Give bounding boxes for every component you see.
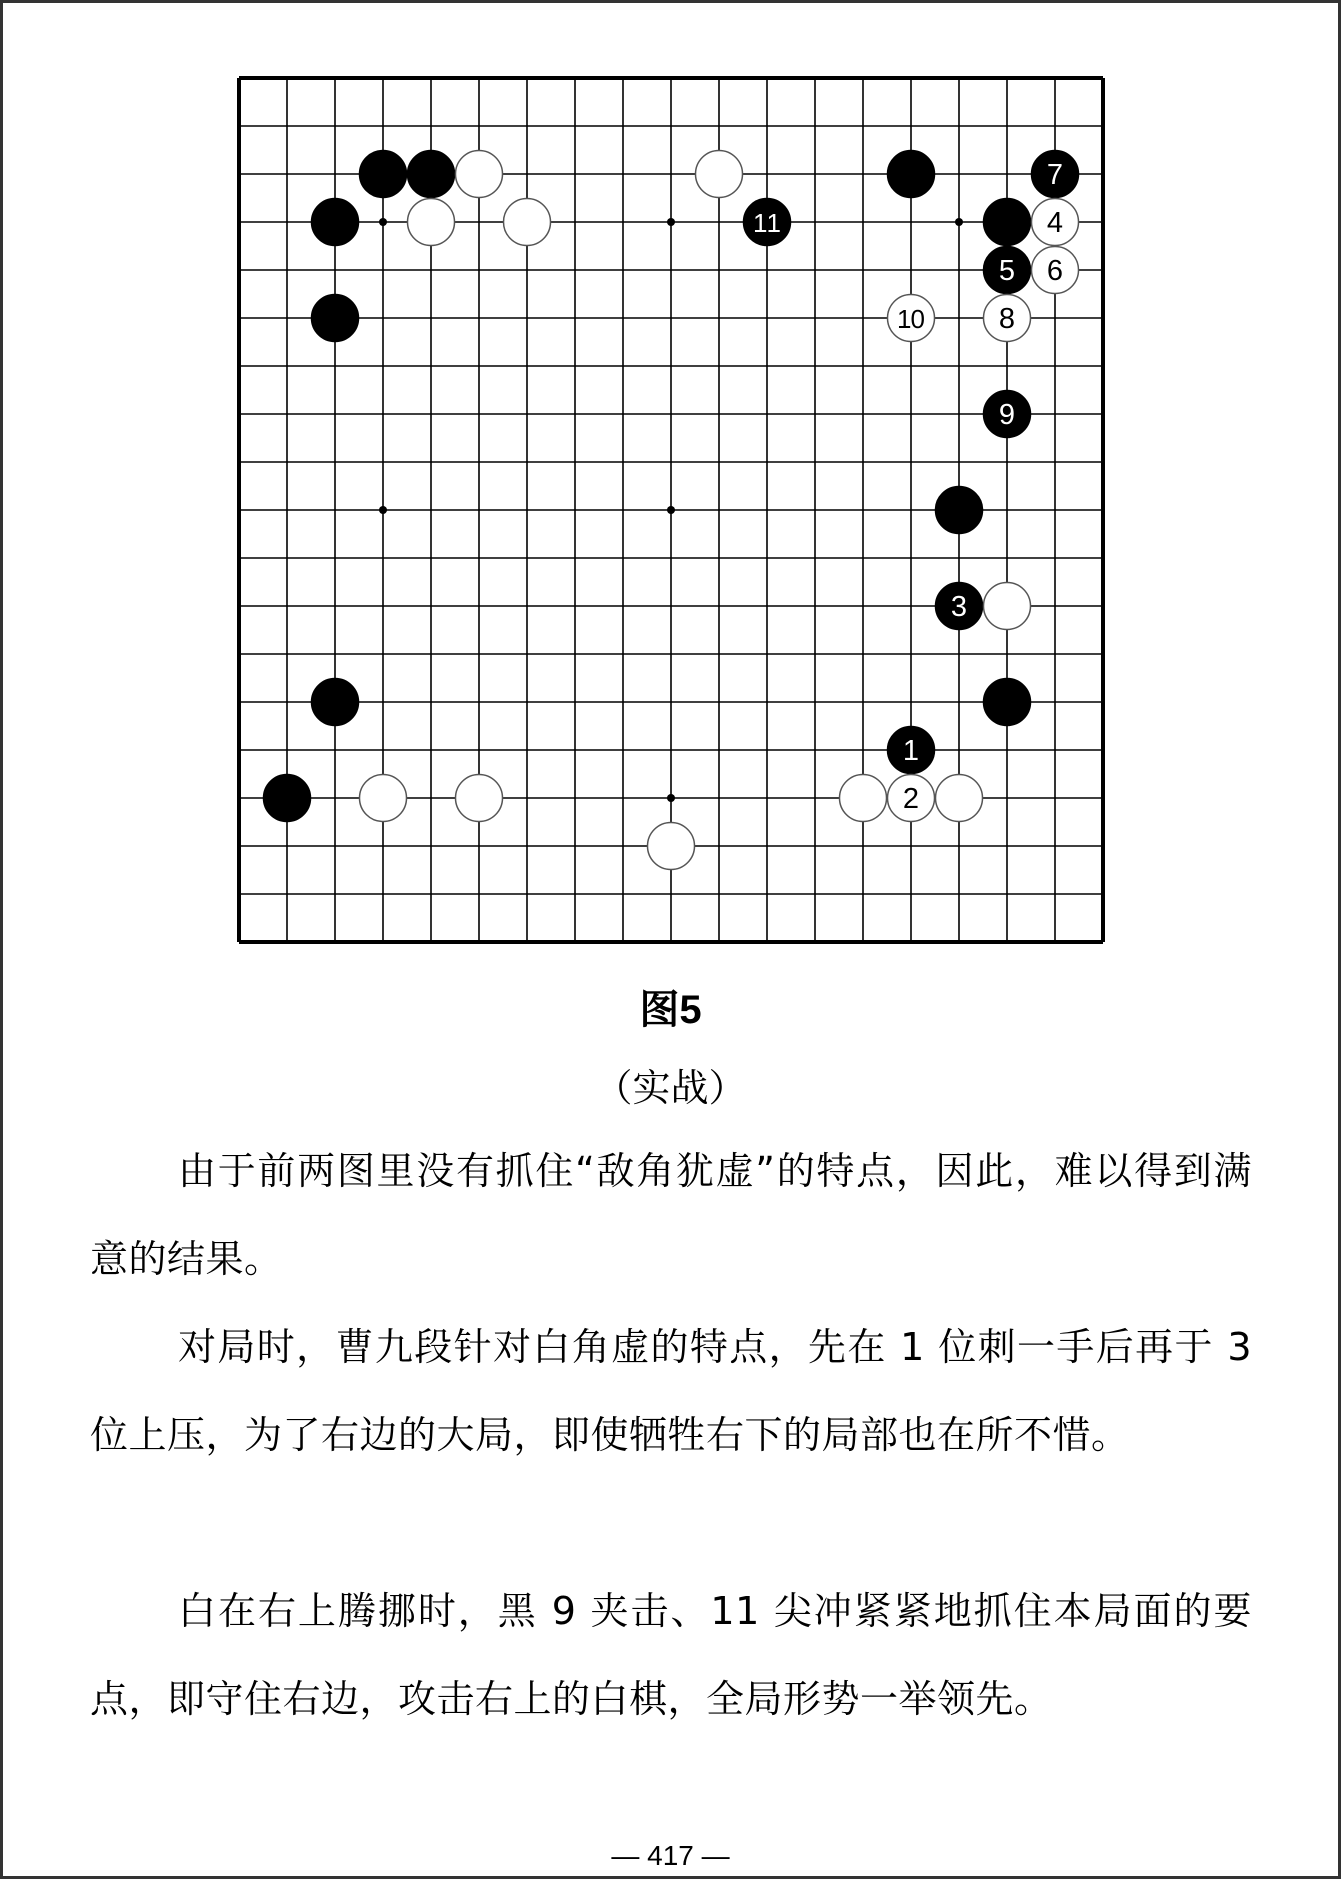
black-stone-11 xyxy=(744,199,791,246)
star-point xyxy=(667,506,675,514)
white-stone xyxy=(408,199,455,246)
svg-text:6: 6 xyxy=(1046,255,1064,287)
star-point xyxy=(667,794,675,802)
svg-text:2: 2 xyxy=(902,783,920,815)
black-stone xyxy=(888,151,935,198)
black-stone xyxy=(312,295,359,342)
svg-text:10: 10 xyxy=(897,304,925,334)
black-stone xyxy=(984,199,1031,246)
black-stone-9 xyxy=(984,391,1031,438)
page-number: — 417 — xyxy=(611,1840,730,1871)
black-stone xyxy=(264,775,311,822)
white-stone-8 xyxy=(984,295,1031,342)
black-stone xyxy=(984,679,1031,726)
paragraph-3: 白在右上腾挪时，黑 9 夹击、11 尖冲紧紧地抓住本局面的要点，即守住右边，攻击右上的白棋，全局形势一举领先。 xyxy=(90,1589,1252,1721)
white-stone-6 xyxy=(1032,247,1079,294)
svg-text:1: 1 xyxy=(902,735,920,767)
black-stone xyxy=(360,151,407,198)
white-stone xyxy=(360,775,407,822)
star-point xyxy=(667,218,675,226)
svg-text:5: 5 xyxy=(998,255,1016,287)
svg-text:3: 3 xyxy=(950,591,968,623)
white-stone xyxy=(504,199,551,246)
svg-text:11: 11 xyxy=(753,208,781,238)
white-stone xyxy=(648,823,695,870)
white-stone-2 xyxy=(888,775,935,822)
black-stone-5 xyxy=(984,247,1031,294)
black-stone xyxy=(408,151,455,198)
white-stone xyxy=(696,151,743,198)
figure-title: 图5 xyxy=(639,988,702,1032)
black-stone xyxy=(936,487,983,534)
svg-text:7: 7 xyxy=(1046,159,1064,191)
white-stone xyxy=(936,775,983,822)
star-point xyxy=(379,506,387,514)
star-point xyxy=(379,218,387,226)
black-stone xyxy=(312,679,359,726)
figure-subtitle: （实战） xyxy=(594,1066,747,1110)
black-stone xyxy=(312,199,359,246)
white-stone-4 xyxy=(1032,199,1079,246)
svg-text:4: 4 xyxy=(1046,207,1064,239)
svg-text:8: 8 xyxy=(998,303,1016,335)
black-stone-3 xyxy=(936,583,983,630)
star-point xyxy=(955,218,963,226)
white-stone-10 xyxy=(888,295,935,342)
paragraph-2: 对局时，曹九段针对白角虚的特点，先在 1 位刺一手后再于 3 位上压，为了右边的大局，即使牺牲右下的局部也在所不惜。 xyxy=(90,1325,1252,1457)
black-stone-1 xyxy=(888,727,935,774)
white-stone xyxy=(984,583,1031,630)
white-stone xyxy=(456,775,503,822)
paragraph-1: 由于前两图里没有抓住“敌角犹虚”的特点，因此，难以得到满意的结果。 xyxy=(90,1149,1252,1281)
white-stone xyxy=(840,775,887,822)
svg-text:9: 9 xyxy=(998,399,1016,431)
black-stone-7 xyxy=(1032,151,1079,198)
white-stone xyxy=(456,151,503,198)
